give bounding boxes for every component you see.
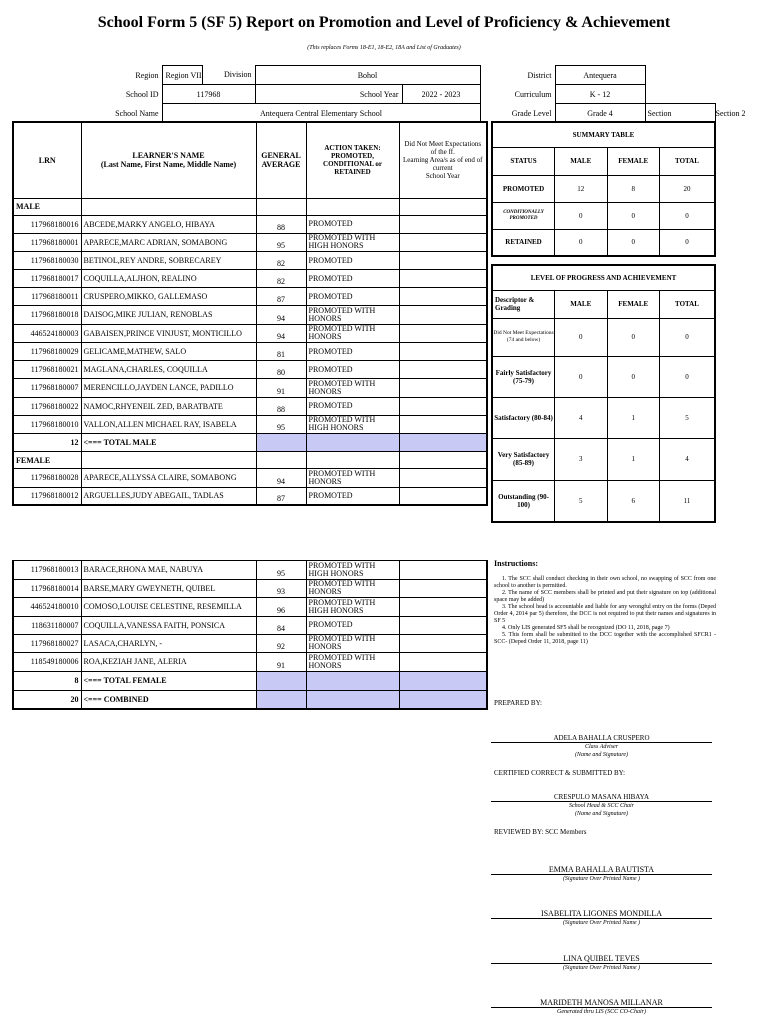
form-title: School Form 5 (SF 5) Report on Promotion and Level of Proficiency & Achievement <box>97 14 671 31</box>
learner-action-taken: PROMOTED WITH HIGH HONORS <box>306 598 399 617</box>
summary-female: 0 <box>607 202 659 229</box>
progress-total: 0 <box>659 356 715 397</box>
learner-name: DAISOG,MIKE JULIAN, RENOBLAS <box>81 306 256 325</box>
learner-general-average: 82 <box>256 270 306 288</box>
learner-name: BARACE,RHONA MAE, NABUYA <box>81 561 256 580</box>
instruction-item: 4. Only LIS generated SF5 shall be recognized (DO 11, 2018, page 7) <box>502 625 670 631</box>
region-value: Region VII <box>162 66 202 85</box>
learner-name: COQUILLA,VANESSA FAITH, PONSICA <box>81 616 256 634</box>
learner-did-not-meet <box>399 324 487 343</box>
school-name-label: School Name <box>115 108 159 118</box>
summary-col-total: TOTAL <box>659 147 715 175</box>
learner-action-taken: PROMOTED WITH HIGH HONORS <box>306 561 399 580</box>
adviser-sub: (Name and Signature) <box>574 752 629 758</box>
progress-col-female: FEMALE <box>607 290 659 318</box>
progress-desc: Did Not Meet Expectations (74 and below) <box>492 318 555 356</box>
member-name: LINA QUIBEL TEVES <box>491 954 712 964</box>
learner-name: GABAISEN,PRINCE VINJUST, MONTICILLO <box>81 324 256 343</box>
learner-lrn: 117968180030 <box>13 252 81 270</box>
summary-table <box>491 121 716 257</box>
region-label: Region <box>135 70 159 80</box>
learner-action-taken: PROMOTED WITH HONORS <box>306 324 399 343</box>
learner-lrn: 446524180010 <box>13 598 81 617</box>
learner-row <box>13 598 487 617</box>
col-learner-name: LEARNER'S NAME (Last Name, First Name, Middle Name) <box>81 122 256 198</box>
learner-name: GELICAME,MATHEW, SALO <box>81 343 256 361</box>
adviser-role: Class Adviser <box>584 744 619 750</box>
grade-level-label: Grade Level <box>511 108 552 118</box>
learner-general-average: 93 <box>256 579 306 598</box>
summary-female: 8 <box>607 175 659 202</box>
summary-total: 0 <box>659 229 715 256</box>
progress-female: 0 <box>607 318 659 356</box>
learner-did-not-meet <box>399 397 487 415</box>
total-female-label: <=== TOTAL FEMALE <box>81 671 256 690</box>
progress-total: 5 <box>659 397 715 438</box>
progress-male: 4 <box>555 397 607 438</box>
member-signature-block <box>491 998 712 1016</box>
adviser-signature-block <box>491 734 712 759</box>
female-rows-page2 <box>13 561 487 672</box>
member-signature-block <box>491 954 712 972</box>
learner-row <box>13 324 487 343</box>
learner-row <box>13 233 487 252</box>
learner-row <box>13 270 487 288</box>
section-value: Section 2 <box>715 108 746 118</box>
learner-action-taken: PROMOTED <box>306 288 399 306</box>
progress-female: 6 <box>607 480 659 522</box>
grade-level-value: Grade 4 <box>555 104 645 123</box>
learner-lrn: 117968180001 <box>13 233 81 252</box>
learner-row <box>13 288 487 306</box>
learner-did-not-meet <box>399 343 487 361</box>
instructions-block <box>494 560 716 646</box>
progress-desc: Satisfactory (80-84) <box>492 397 555 438</box>
summary-status: PROMOTED <box>492 175 555 202</box>
learner-lrn: 117968180018 <box>13 306 81 325</box>
progress-col-male: MALE <box>555 290 607 318</box>
instruction-item: 1. The SCC shall conduct checking in their own school, no swapping of SCC from one school to another is permitted. <box>494 576 716 589</box>
summary-male: 0 <box>555 229 607 256</box>
learner-did-not-meet <box>399 252 487 270</box>
learner-general-average: 95 <box>256 233 306 252</box>
learner-general-average: 91 <box>256 379 306 398</box>
progress-total: 11 <box>659 480 715 522</box>
learner-name: COQUILLA,ALJHON, REALINO <box>81 270 256 288</box>
section-label: Section <box>647 108 672 118</box>
progress-col-total: TOTAL <box>659 290 715 318</box>
summary-status: CONDITIONALLY PROMOTED <box>492 202 555 229</box>
learner-row <box>13 397 487 415</box>
learner-row <box>13 634 487 653</box>
learner-name: MAGLANA,CHARLES, COQUILLA <box>81 361 256 379</box>
learner-did-not-meet <box>399 306 487 325</box>
learner-action-taken: PROMOTED WITH HIGH HONORS <box>306 415 399 434</box>
learner-action-taken: PROMOTED WITH HONORS <box>306 579 399 598</box>
learner-did-not-meet <box>399 233 487 252</box>
learner-name: ROA,KEZIAH JANE, ALERIA <box>81 653 256 672</box>
member-sub: (Signature Over Printed Name ) <box>562 920 641 926</box>
district-value: Antequera <box>555 66 645 85</box>
progress-desc: Outstanding (90-100) <box>492 480 555 522</box>
learner-lrn: 117968180027 <box>13 634 81 653</box>
progress-desc: Very Satisfactory (85-89) <box>492 438 555 480</box>
reviewed-label: REVIEWED BY: SCC Members <box>494 828 587 836</box>
learner-action-taken: PROMOTED WITH HONORS <box>306 379 399 398</box>
learner-name: BETINOL,REY ANDRE, SOBRECAREY <box>81 252 256 270</box>
learner-name: CRUSPERO,MIKKO, GALLEMASO <box>81 288 256 306</box>
learner-name: COMOSO,LOUISE CELESTINE, RESEMILLA <box>81 598 256 617</box>
summary-male: 12 <box>555 175 607 202</box>
progress-desc: Fairly Satisfactory (75-79) <box>492 356 555 397</box>
learner-lrn: 117968180016 <box>13 215 81 233</box>
learner-did-not-meet <box>399 288 487 306</box>
prepared-by-label: PREPARED BY: <box>494 699 542 707</box>
learner-general-average: 94 <box>256 306 306 325</box>
curriculum-value: K - 12 <box>555 85 645 104</box>
progress-female: 1 <box>607 397 659 438</box>
summary-col-male: MALE <box>555 147 607 175</box>
summary-male: 0 <box>555 202 607 229</box>
learner-row <box>13 653 487 672</box>
division-value: Bohol <box>255 66 480 85</box>
learner-row <box>13 361 487 379</box>
progress-table <box>491 264 716 523</box>
learner-did-not-meet <box>399 598 487 617</box>
learner-action-taken: PROMOTED <box>306 343 399 361</box>
curriculum-label: Curriculum <box>514 89 552 99</box>
learner-name: MERENCILLO,JAYDEN LANCE, PADILLO <box>81 379 256 398</box>
learner-did-not-meet <box>399 487 487 505</box>
school-year-value: 2022 - 2023 <box>402 85 480 104</box>
learner-row <box>13 469 487 488</box>
learner-lrn: 117968180010 <box>13 415 81 434</box>
instructions-title: Instructions: <box>494 559 539 568</box>
total-male-count: 12 <box>13 434 81 452</box>
learner-general-average: 92 <box>256 634 306 653</box>
learner-general-average: 88 <box>256 397 306 415</box>
learner-name: NAMOC,RHYENEIL ZED, BARATBATE <box>81 397 256 415</box>
learner-general-average: 87 <box>256 487 306 505</box>
learner-table-page1 <box>12 121 488 506</box>
header-info-table <box>70 65 746 123</box>
instruction-item: 2. The name of SCC members shall be printed and put their signature on top (additional space may be added) <box>494 590 716 603</box>
learner-lrn: 117968180013 <box>13 561 81 580</box>
summary-total: 0 <box>659 202 715 229</box>
learner-did-not-meet <box>399 215 487 233</box>
learner-lrn: 118631180007 <box>13 616 81 634</box>
head-name: CRESPULO MASANA HIBAYA <box>491 793 712 802</box>
progress-male: 5 <box>555 480 607 522</box>
summary-female: 0 <box>607 229 659 256</box>
learner-general-average: 84 <box>256 616 306 634</box>
learner-did-not-meet <box>399 579 487 598</box>
learner-did-not-meet <box>399 415 487 434</box>
male-rows <box>13 215 487 434</box>
learner-row <box>13 487 487 505</box>
learner-table-page2 <box>12 560 488 710</box>
col-did-not-meet: Did Not Meet Expectations of the ff. Learning Area/s as of end of current School Year <box>399 122 487 198</box>
summary-title: SUMMARY TABLE <box>492 122 715 147</box>
learner-general-average: 80 <box>256 361 306 379</box>
learner-lrn: 117968180017 <box>13 270 81 288</box>
learner-name: ABCEDE,MARKY ANGELO, HIBAYA <box>81 215 256 233</box>
learner-did-not-meet <box>399 361 487 379</box>
learner-general-average: 94 <box>256 469 306 488</box>
instruction-item: 3. The school head is accountable and liable for any wrongful entry on the forms (Deped Order 4, 2014 par 5) therefore, the DCC is not required to put their names and signatures in SF 5 <box>494 604 716 624</box>
learner-did-not-meet <box>399 270 487 288</box>
learner-lrn: 117968180022 <box>13 397 81 415</box>
learner-row <box>13 415 487 434</box>
learner-action-taken: PROMOTED WITH HONORS <box>306 469 399 488</box>
learner-action-taken: PROMOTED WITH HONORS <box>306 634 399 653</box>
learner-row <box>13 306 487 325</box>
learner-did-not-meet <box>399 379 487 398</box>
summary-col-female: FEMALE <box>607 147 659 175</box>
learner-did-not-meet <box>399 469 487 488</box>
learner-name: VALLON,ALLEN MICHAEL RAY, ISABELA <box>81 415 256 434</box>
learner-did-not-meet <box>399 561 487 580</box>
summary-col-status: STATUS <box>492 147 555 175</box>
progress-female: 1 <box>607 438 659 480</box>
learner-general-average: 96 <box>256 598 306 617</box>
total-male-label: <=== TOTAL MALE <box>81 434 256 452</box>
female-section-label: FEMALE <box>13 452 81 469</box>
learner-did-not-meet <box>399 634 487 653</box>
learner-lrn: 117968180014 <box>13 579 81 598</box>
learner-action-taken: PROMOTED WITH HIGH HONORS <box>306 233 399 252</box>
head-signature-block <box>491 793 712 818</box>
school-id-label: School ID <box>125 89 159 99</box>
progress-male: 0 <box>555 356 607 397</box>
female-rows-page1 <box>13 469 487 506</box>
school-name-value: Antequera Central Elementary School <box>162 104 480 123</box>
combined-count: 20 <box>13 690 81 709</box>
learner-lrn: 446524180003 <box>13 324 81 343</box>
learner-general-average: 95 <box>256 561 306 580</box>
learner-lrn: 117968180007 <box>13 379 81 398</box>
col-general-average: GENERAL AVERAGE <box>256 122 306 198</box>
head-role: School Head & SCC Chair <box>568 803 634 809</box>
progress-male: 3 <box>555 438 607 480</box>
member-name: EMMA BAHALLA BAUTISTA <box>491 865 712 875</box>
progress-male: 0 <box>555 318 607 356</box>
learner-action-taken: PROMOTED <box>306 270 399 288</box>
division-label: Division <box>223 70 252 80</box>
learner-action-taken: PROMOTED <box>306 487 399 505</box>
learner-name: LASACA,CHARLYN, - <box>81 634 256 653</box>
learner-name: ARGUELLES,JUDY ABEGAIL, TADLAS <box>81 487 256 505</box>
learner-lrn: 118549180006 <box>13 653 81 672</box>
progress-total: 0 <box>659 318 715 356</box>
learner-name: APARECE,ALLYSSA CLAIRE, SOMABONG <box>81 469 256 488</box>
learner-row <box>13 343 487 361</box>
district-label: District <box>527 70 552 80</box>
member-name: ISABELITA LIGONES MONDILLA <box>491 909 712 919</box>
learner-action-taken: PROMOTED <box>306 361 399 379</box>
learner-action-taken: PROMOTED <box>306 397 399 415</box>
learner-general-average: 82 <box>256 252 306 270</box>
learner-general-average: 87 <box>256 288 306 306</box>
learner-name: BARSE,MARY GWEYNETH, QUIBEL <box>81 579 256 598</box>
combined-label: <=== COMBINED <box>81 690 256 709</box>
learner-row <box>13 252 487 270</box>
progress-female: 0 <box>607 356 659 397</box>
learner-name: APARECE,MARC ADRIAN, SOMABONG <box>81 233 256 252</box>
male-section-label: MALE <box>13 198 81 215</box>
summary-status: RETAINED <box>492 229 555 256</box>
certified-label: CERTIFIED CORRECT & SUBMITTED BY: <box>494 769 626 777</box>
learner-lrn: 117968180012 <box>13 487 81 505</box>
adviser-name: ADELA BAHALLA CRUSPERO <box>491 734 712 743</box>
member-signature-block <box>491 909 712 927</box>
learner-row <box>13 616 487 634</box>
learner-lrn: 117968180011 <box>13 288 81 306</box>
learner-general-average: 88 <box>256 215 306 233</box>
learner-general-average: 94 <box>256 324 306 343</box>
member-sub: (Signature Over Printed Name ) <box>562 876 641 882</box>
learner-row <box>13 561 487 580</box>
progress-total: 4 <box>659 438 715 480</box>
learner-action-taken: PROMOTED WITH HONORS <box>306 306 399 325</box>
learner-lrn: 117968180028 <box>13 469 81 488</box>
learner-row <box>13 379 487 398</box>
school-year-label: School Year <box>359 89 399 99</box>
member-sub: (Signature Over Printed Name ) <box>562 965 641 971</box>
member-name: MARIDETH MANOSA MILLANAR <box>491 998 712 1008</box>
learner-action-taken: PROMOTED WITH HONORS <box>306 653 399 672</box>
learner-general-average: 91 <box>256 653 306 672</box>
learner-action-taken: PROMOTED <box>306 215 399 233</box>
member-signature-block <box>491 865 712 883</box>
school-id-value: 117968 <box>162 85 255 104</box>
learner-action-taken: PROMOTED <box>306 252 399 270</box>
head-sub: (Name and Signature) <box>574 811 629 817</box>
learner-lrn: 117968180029 <box>13 343 81 361</box>
col-lrn: LRN <box>13 122 81 198</box>
learner-general-average: 81 <box>256 343 306 361</box>
form-subtitle: (This replaces Forms 18-E1, 18-E2, 18A and List of Graduates) <box>307 45 461 51</box>
learner-lrn: 117968180021 <box>13 361 81 379</box>
learner-did-not-meet <box>399 616 487 634</box>
progress-title: LEVEL OF PROGRESS AND ACHIEVEMENT <box>492 265 715 290</box>
learner-row <box>13 215 487 233</box>
progress-col-desc: Descriptor & Grading <box>492 290 555 318</box>
instruction-item: 5. This form shall be submitted to the DCC together with the accomplished SFCR1 - SCC- (Deped Order 11, 2018, page 11) <box>494 632 716 645</box>
learner-general-average: 95 <box>256 415 306 434</box>
col-action-taken: ACTION TAKEN: PROMOTED, CONDITIONAL or RETAINED <box>306 122 399 198</box>
total-female-count: 8 <box>13 671 81 690</box>
learner-row <box>13 579 487 598</box>
summary-total: 20 <box>659 175 715 202</box>
learner-action-taken: PROMOTED <box>306 616 399 634</box>
learner-did-not-meet <box>399 653 487 672</box>
member-sub: Generated thru LIS (SCC CO-Chair) <box>557 1009 646 1015</box>
